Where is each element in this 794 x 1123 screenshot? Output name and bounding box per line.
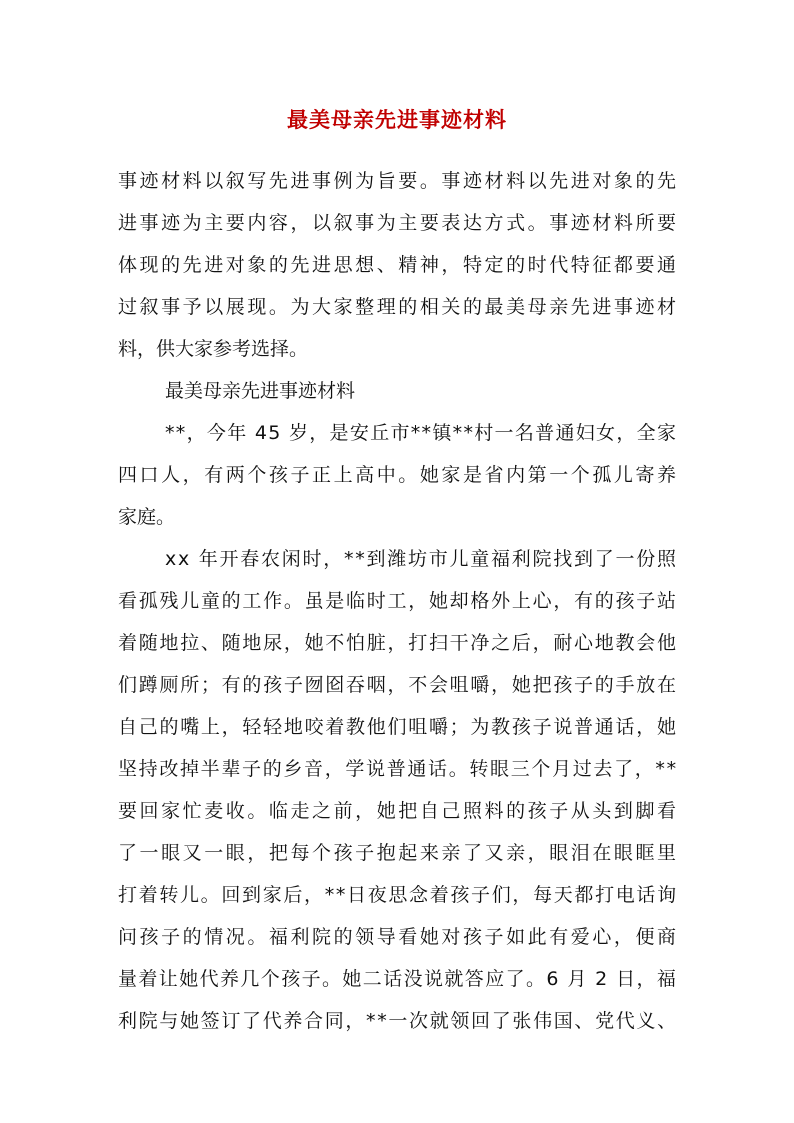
- paragraph-line: [0, 958, 794, 1000]
- line-text: 们蹲厕所；有的孩子囫囵吞咽，不会咀嚼，她把孩子的手放在: [118, 674, 678, 696]
- paragraph-line: [0, 454, 794, 496]
- line-text: 自己的嘴上，轻轻地咬着教他们咀嚼；为教孩子说普通话，她: [118, 716, 678, 738]
- paragraph-line: [0, 622, 794, 664]
- line-text: 体现的先进对象的先进思想、精神，特定的时代特征都要通: [118, 254, 679, 276]
- paragraph-line: [0, 328, 794, 370]
- section-heading: [0, 370, 794, 412]
- line-text: 利院与她签订了代养合同，**一次就领回了张伟国、党代义、: [118, 1010, 678, 1032]
- paragraph-line: [0, 874, 794, 916]
- line-text: 看孤残儿童的工作。虽是临时工，她却格外上心，有的孩子站: [118, 590, 678, 612]
- line-text: 着随地拉、随地尿，她不怕脏，打扫干净之后，耐心地教会他: [118, 632, 678, 654]
- line-text: 问孩子的情况。福利院的领导看她对孩子如此有爱心，便商: [118, 926, 679, 948]
- line-text: **，今年 45 岁，是安丘市**镇**村一名普通妇女，全家: [165, 422, 678, 444]
- paragraph-line: [0, 1000, 794, 1042]
- paragraph-line: [0, 832, 794, 874]
- line-text: 最美母亲先进事迹材料: [165, 380, 356, 402]
- line-text: 过叙事予以展现。为大家整理的相关的最美母亲先进事迹材: [118, 296, 679, 318]
- line-text: 要回家忙麦收。临走之前，她把自己照料的孩子从头到脚看: [118, 800, 679, 822]
- paragraph-line: [0, 664, 794, 706]
- paragraph-line: [0, 538, 794, 580]
- line-text: 家庭。: [118, 506, 176, 528]
- line-text: 坚持改掉半辈子的乡音，学说普通话。转眼三个月过去了，**: [118, 758, 678, 780]
- paragraph-line: [0, 496, 794, 538]
- paragraph-line: [0, 160, 794, 202]
- paragraph-line: [0, 790, 794, 832]
- line-text: 四口人，有两个孩子正上高中。她家是省内第一个孤儿寄养: [118, 464, 679, 486]
- line-text: 量着让她代养几个孩子。她二话没说就答应了。6 月 2 日，福: [118, 968, 678, 990]
- paragraph-line: [0, 412, 794, 454]
- line-text: 事迹材料以叙写先进事例为旨要。事迹材料以先进对象的先: [118, 170, 679, 192]
- paragraph-line: [0, 580, 794, 622]
- line-text: xx 年开春农闲时，**到潍坊市儿童福利院找到了一份照: [165, 548, 678, 570]
- paragraph-line: [0, 286, 794, 328]
- line-text: 了一眼又一眼，把每个孩子抱起来亲了又亲，眼泪在眼眶里: [118, 842, 679, 864]
- paragraph-line: [0, 244, 794, 286]
- line-text: 打着转儿。回到家后，**日夜思念着孩子们，每天都打电话询: [118, 884, 678, 906]
- line-text: 料，供大家参考选择。: [118, 338, 309, 360]
- paragraph-line: [0, 706, 794, 748]
- paragraph-line: [0, 916, 794, 958]
- paragraph-line: [0, 748, 794, 790]
- paragraph-line: [0, 202, 794, 244]
- document-title: 最美母亲先进事迹材料: [287, 107, 507, 132]
- line-text: 进事迹为主要内容，以叙事为主要表达方式。事迹材料所要: [118, 212, 679, 234]
